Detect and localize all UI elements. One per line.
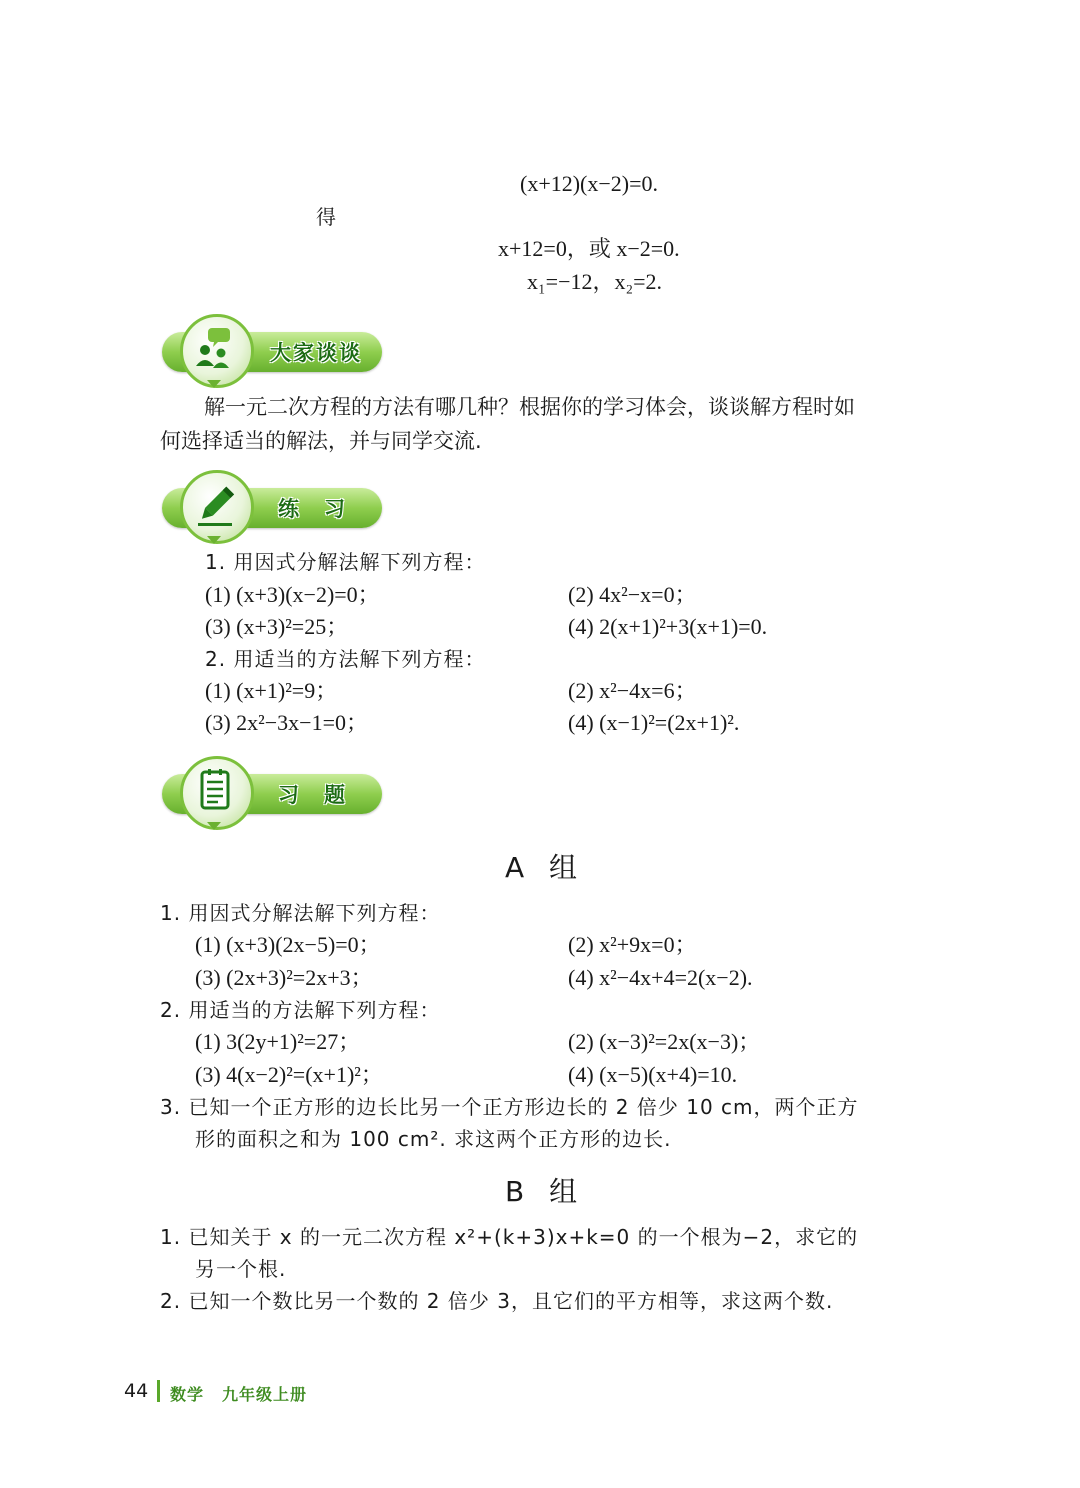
- equation-roots: x₁=−12，x₂=2.: [527, 269, 663, 294]
- notepad-icon: [188, 764, 242, 818]
- equation-split: x+12=0，或 x−2=0.: [498, 236, 680, 261]
- page-number: 44: [124, 1380, 149, 1402]
- group-a-heading: A 组: [505, 851, 586, 884]
- practice-q1-title: 1. 用因式分解法解下列方程：: [205, 550, 486, 574]
- practice-title: 练 习: [278, 497, 347, 521]
- a3-line-1: 3. 已知一个正方形的边长比另一个正方形边长的 2 倍少 10 cm，两个正方: [160, 1095, 859, 1119]
- exercises-title: 习 题: [278, 783, 347, 807]
- people-talking-icon: [188, 322, 242, 376]
- pencil-icon: [188, 478, 242, 532]
- b2-line-1: 2. 已知一个数比另一个数的 2 倍少 3，且它们的平方相等，求这两个数.: [160, 1289, 834, 1313]
- practice-q1-item-4: (4) 2(x+1)²+3(x+1)=0.: [568, 614, 768, 639]
- footer-divider: [157, 1380, 160, 1402]
- b1-line-2: 另一个根.: [195, 1257, 287, 1281]
- a1-item-1: (1) (x+3)(2x−5)=0；: [195, 932, 381, 957]
- b1-line-1: 1. 已知关于 x 的一元二次方程 x²+(k+3)x+k=0 的一个根为−2，求它的: [160, 1225, 859, 1249]
- practice-q1-item-1: (1) (x+3)(x−2)=0；: [205, 582, 380, 607]
- a2-item-3: (3) 4(x−2)²=(x+1)²；: [195, 1062, 383, 1087]
- a2-item-2: (2) (x−3)²=2x(x−3)；: [568, 1029, 761, 1054]
- practice-q2-item-4: (4) (x−1)²=(2x+1)².: [568, 710, 740, 735]
- a2-item-4: (4) (x−5)(x+4)=10.: [568, 1062, 738, 1087]
- practice-q2-item-2: (2) x²−4x=6；: [568, 678, 697, 703]
- group-b-heading: B 组: [505, 1175, 586, 1208]
- practice-q1-item-2: (2) 4x²−x=0；: [568, 582, 697, 607]
- word-de: 得: [316, 205, 337, 229]
- practice-q2-item-1: (1) (x+1)²=9；: [205, 678, 338, 703]
- a1-item-3: (3) (2x+3)²=2x+3；: [195, 965, 373, 990]
- discussion-line-2: 何选择适当的解法，并与同学交流.: [160, 429, 482, 453]
- practice-banner: [158, 478, 384, 542]
- a1-item-4: (4) x²−4x+4=2(x−2).: [568, 965, 753, 990]
- exercises-banner: [158, 764, 384, 828]
- a1-item-2: (2) x²+9x=0；: [568, 932, 697, 957]
- discussion-line-1: 解一元二次方程的方法有哪几种？根据你的学习体会，谈谈解方程时如: [204, 395, 855, 419]
- discussion-title: 大家谈谈: [270, 341, 362, 365]
- a2-title: 2. 用适当的方法解下列方程：: [160, 998, 441, 1022]
- equation-factored: (x+12)(x−2)=0.: [520, 171, 659, 196]
- practice-q2-title: 2. 用适当的方法解下列方程：: [205, 647, 486, 671]
- discussion-banner: [158, 322, 384, 386]
- footer-subject: 数学: [170, 1385, 205, 1404]
- practice-q1-item-3: (3) (x+3)²=25；: [205, 614, 349, 639]
- a1-title: 1. 用因式分解法解下列方程：: [160, 901, 441, 925]
- a3-line-2: 形的面积之和为 100 cm². 求这两个正方形的边长.: [195, 1127, 672, 1151]
- a2-item-1: (1) 3(2y+1)²=27；: [195, 1029, 361, 1054]
- practice-q2-item-3: (3) 2x²−3x−1=0；: [205, 710, 368, 735]
- discussion-paragraph: [160, 390, 930, 458]
- footer-grade: 九年级上册: [222, 1385, 308, 1404]
